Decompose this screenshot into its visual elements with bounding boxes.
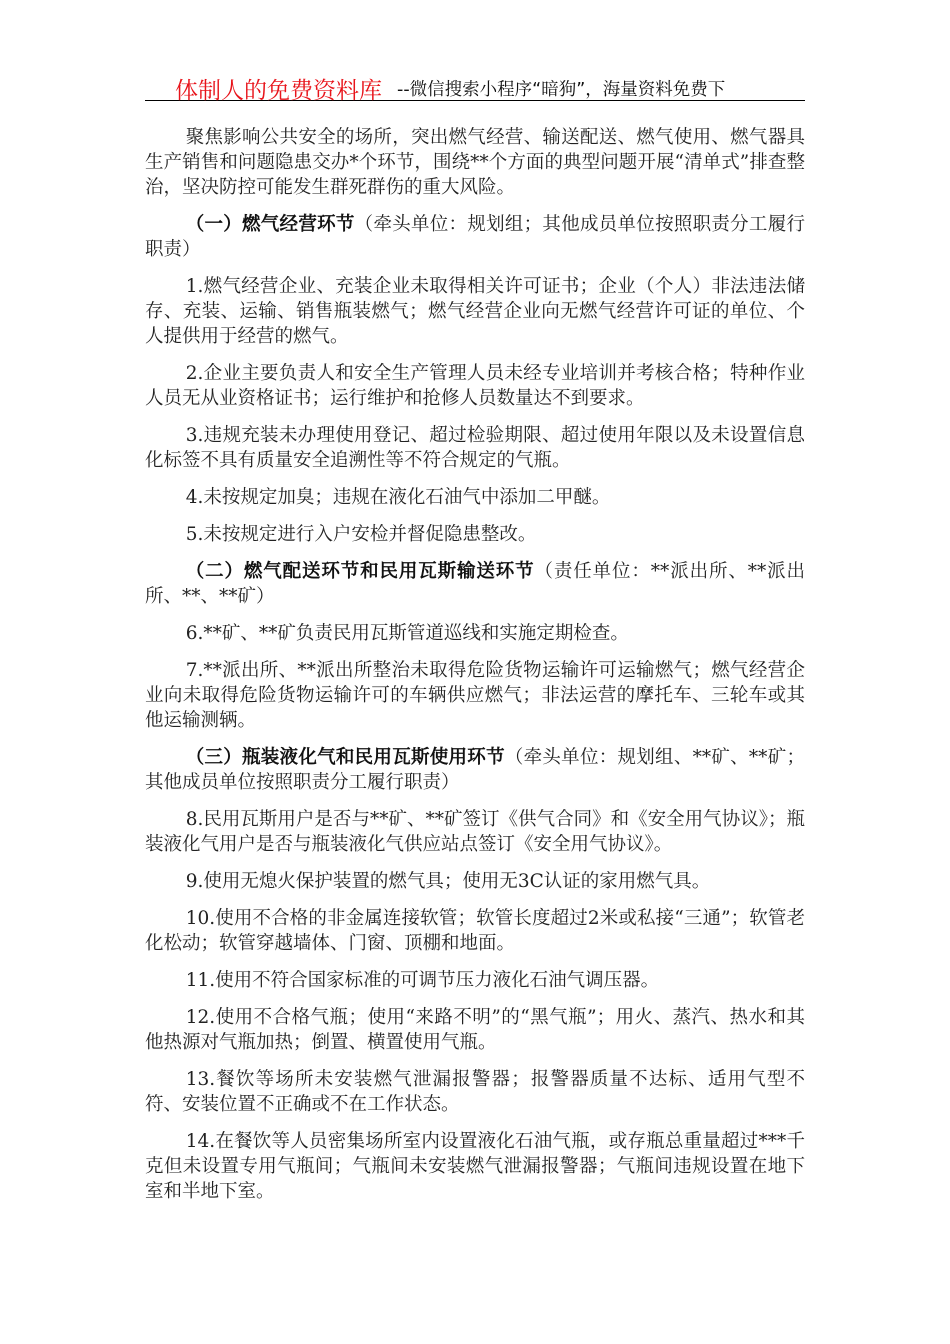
paragraph-text: 4.未按规定加臭；违规在液化石油气中添加二甲醚。 [185,487,611,508]
paragraph-text: （责任单位：**派出所、**派出所、**、**矿） [145,561,805,607]
body-paragraph [145,1129,805,1204]
body-paragraph [145,274,805,349]
paragraph-text: 8.民用瓦斯用户是否与**矿、**矿签订《供气合同》和《安全用气协议》；瓶装液化气用户是否与瓶装液化气供应站点签订《安全用气协议》。 [145,809,805,855]
paragraph-text: 12.使用不合格气瓶；使用“来路不明”的“黑气瓶”；用火、蒸汽、热水和其他热源对气瓶加热；倒置、横置使用气瓶。 [145,1007,805,1053]
paragraph-text: 聚焦影响公共安全的场所，突出燃气经营、输送配送、燃气使用、燃气器具生产销售和问题隐患交办*个环节，围绕**个方面的典型问题开展“清单式”排查整治，坚决防控可能发生群死群伤的重大风险。 [145,127,805,198]
section-heading: （二）燃气配送环节和民用瓦斯输送环节 [185,561,535,582]
body-paragraph [145,869,805,894]
body-paragraph [145,125,805,200]
header-slogan: --微信搜索小程序“暗狗”，海量资料免费下 [397,80,726,100]
body-paragraph [145,1005,805,1055]
paragraph-text: 5.未按规定进行入户安检并督促隐患整改。 [185,524,537,545]
header-brand: 体制人的免费资料库 [175,78,382,104]
section-heading-paragraph [145,745,805,795]
body-paragraph [145,423,805,473]
paragraph-text: 7.**派出所、**派出所整治未取得危险货物运输许可运输燃气；燃气经营企业向未取得危险货物运输许可的车辆供应燃气；非法运营的摩托车、三轮车或其他运输测辆。 [145,660,805,731]
paragraph-text: （牵头单位：规划组、**矿、**矿；其他成员单位按照职责分工履行职责） [145,747,805,793]
body-paragraph [145,807,805,857]
page-header [145,70,805,104]
paragraph-text: 10.使用不合格的非金属连接软管；软管长度超过2米或私接“三通”；软管老化松动；软管穿越墙体、门窗、顶棚和地面。 [145,908,805,954]
body-paragraph [145,1067,805,1117]
body-paragraph [145,485,805,510]
body-paragraph [145,621,805,646]
body-paragraph [145,361,805,411]
document-body [145,125,805,1216]
paragraph-text: 9.使用无熄火保护装置的燃气具；使用无3C认证的家用燃气具。 [185,871,711,892]
paragraph-text: 13.餐饮等场所未安装燃气泄漏报警器；报警器质量不达标、适用气型不符、安装位置不正确或不在工作状态。 [145,1069,805,1115]
body-paragraph [145,522,805,547]
paragraph-text: 6.**矿、**矿负责民用瓦斯管道巡线和实施定期检查。 [185,623,629,644]
paragraph-text: 11.使用不符合国家标准的可调节压力液化石油气调压器。 [185,970,660,991]
paragraph-text: 2.企业主要负责人和安全生产管理人员未经专业培训并考核合格；特种作业人员无从业资格证书；运行维护和抢修人员数量达不到要求。 [145,363,805,409]
section-heading: （三）瓶装液化气和民用瓦斯使用环节 [185,747,505,768]
body-paragraph [145,906,805,956]
paragraph-text: 1.燃气经营企业、充装企业未取得相关许可证书；企业（个人）非法违法储存、充装、运输、销售瓶装燃气；燃气经营企业向无燃气经营许可证的单位、个人提供用于经营的燃气。 [145,276,805,347]
section-heading-paragraph [145,559,805,609]
section-heading-paragraph [145,212,805,262]
paragraph-text: （牵头单位：规划组；其他成员单位按照职责分工履行职责） [145,214,805,260]
section-heading: （一）燃气经营环节 [185,214,355,235]
paragraph-text: 14.在餐饮等人员密集场所室内设置液化石油气瓶，或存瓶总重量超过***千克但未设置专用气瓶间；气瓶间未安装燃气泄漏报警器；气瓶间违规设置在地下室和半地下室。 [145,1131,805,1202]
body-paragraph [145,658,805,733]
body-paragraph [145,968,805,993]
paragraph-text: 3.违规充装未办理使用登记、超过检验期限、超过使用年限以及未设置信息化标签不具有质量安全追溯性等不符合规定的气瓶。 [145,425,805,471]
